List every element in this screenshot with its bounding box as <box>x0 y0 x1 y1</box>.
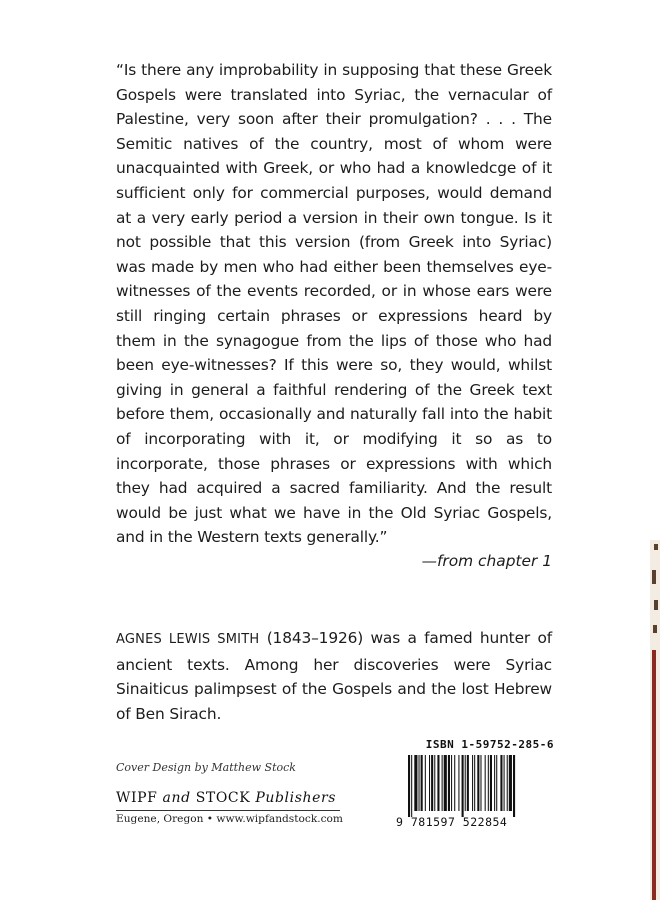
barcode-bar <box>414 755 417 811</box>
barcode-bar <box>462 755 464 817</box>
barcode-bar <box>480 755 481 811</box>
barcode-bar <box>496 755 497 811</box>
barcode-digits: 9 781597 522854 <box>396 815 508 829</box>
barcode-bar <box>507 755 508 811</box>
cover-quote: “Is there any improbability in supposing that these Greek Gospels were translated into Syriac, the vernacular of Palestine, very soon after their promulgation? . . . The Semitic natives of the country, most of whom were unacquainted with Greek, or who had a knowledcge of it sufficient only for commercial purposes, would demand at a very early period a version in their own tongue. Is it not possible that this version (from Greek into Syriac) was made by men who had either been themselves eye-witnesses of the events recorded, or in whose ears were still ringing certain phrases or expressions heard by them in the synagogue from the lips of those who had been eye-witnesses? If this were so, they would, whilst giving in general a faithful rendering of the Greek text before them, occasionally and naturally fall into the habit of incorporating with it, or modifying it so as to incorporate, those phrases or expressions with which they had acquired a sacred familiarity. And the result would be just what we have in the Old Syriac Gospels, and in the Western texts generally.” <box>116 61 552 547</box>
barcode-bar <box>500 755 502 811</box>
isbn-label: ISBN 1-59752-285-6 <box>425 738 554 751</box>
quote-attribution: —from chapter 1 <box>421 552 552 570</box>
barcode-bar <box>509 755 512 811</box>
cover-design-credit: Cover Design by Matthew Stock <box>116 761 296 774</box>
publisher-name-part: WIPF <box>116 790 163 806</box>
barcode-bar <box>513 755 515 817</box>
barcode-bar <box>431 755 433 811</box>
barcode-bar <box>429 755 430 811</box>
barcode-bar <box>454 755 455 811</box>
barcode-graphic <box>396 755 558 817</box>
publisher-divider <box>116 810 340 811</box>
spine-mark <box>652 570 656 584</box>
barcode-bar <box>494 755 495 811</box>
barcode-bar <box>472 755 473 811</box>
spine-mark <box>653 625 657 633</box>
barcode-bar <box>488 755 489 811</box>
barcode-bar <box>467 755 469 811</box>
barcode-bar <box>490 755 492 811</box>
author-bio <box>116 626 552 726</box>
spine-mark <box>654 600 658 610</box>
publisher-name <box>116 790 336 806</box>
barcode-bar <box>504 755 505 811</box>
publisher-name-part: STOCK <box>190 790 256 806</box>
author-bio-text: (1843–1926) was a famed hunter of ancient texts. Among her discoveries were Syriac Sinaiticus palimpsest of the Gospels and the lost Hebrew of Ben Sirach. <box>116 629 552 723</box>
barcode-bar <box>458 755 459 811</box>
barcode-bar <box>411 755 412 817</box>
spine-red-stripe <box>652 650 656 900</box>
author-name: AGNES LEWIS SMITH <box>116 632 260 647</box>
barcode-bar <box>465 755 466 811</box>
barcode-bar <box>419 755 420 811</box>
publisher-name-part: Publishers <box>255 790 337 806</box>
barcode-bar <box>448 755 450 811</box>
publisher-name-part: and <box>162 790 191 806</box>
barcode-bar <box>408 755 410 817</box>
barcode-bar <box>474 755 475 811</box>
barcode-bar <box>442 755 443 811</box>
publisher-location: Eugene, Oregon • www.wipfandstock.com <box>116 813 343 825</box>
barcode-bar <box>477 755 479 811</box>
barcode-bar <box>434 755 435 811</box>
barcode-bar <box>444 755 447 811</box>
barcode-bar <box>425 755 426 811</box>
barcode-bar <box>485 755 486 811</box>
barcode-bar <box>421 755 423 811</box>
barcode-bar <box>451 755 452 811</box>
spine-edge-decoration <box>600 540 660 900</box>
isbn-barcode <box>396 738 558 829</box>
spine-mark <box>654 544 658 550</box>
barcode-bar <box>437 755 439 811</box>
